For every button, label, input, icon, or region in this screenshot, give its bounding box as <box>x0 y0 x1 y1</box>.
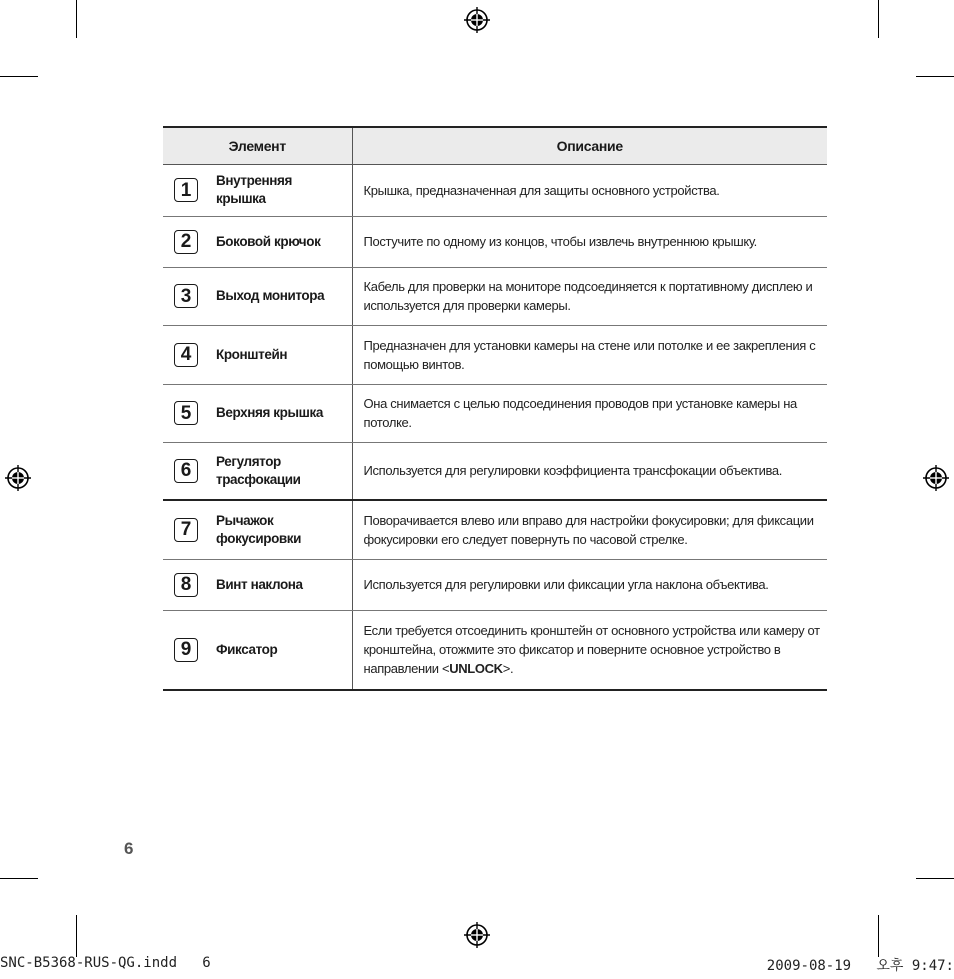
element-name: Фиксатор <box>216 641 278 657</box>
element-name: Регулятор трасфокации <box>216 453 301 487</box>
element-name: Выход монитора <box>216 288 325 303</box>
item-number-badge: 8 <box>174 573 198 597</box>
element-description: Постучите по одному из концов, чтобы извлечь внутреннюю крышку. <box>363 234 757 249</box>
element-description: Предназначен для установки камеры на стене или потолке и ее закрепления с помощью винтов. <box>363 337 816 372</box>
crop-mark <box>916 878 954 879</box>
footer-datetime-label: 2009-08-19 오후 9:47: <box>766 958 954 974</box>
table-row <box>163 325 827 384</box>
header-description: Описание <box>352 127 827 164</box>
item-number-badge: 5 <box>174 401 198 425</box>
crop-mark <box>76 0 77 38</box>
element-description: Кабель для проверки на мониторе подсоединяется к портативному дисплею и используется для проверки камеры. <box>363 279 813 313</box>
element-name: Кронштейн <box>216 346 288 362</box>
element-name: Боковой крючок <box>216 233 321 249</box>
page-number: 6 <box>124 839 134 858</box>
unlock-label: UNLOCK <box>449 661 503 677</box>
element-description: Она снимается с целью подсоединения проводов при установке камеры на потолке. <box>363 396 797 430</box>
element-name: Рычажок фокусировки <box>216 512 302 546</box>
crop-mark <box>0 878 38 879</box>
item-number-badge: 4 <box>174 343 198 367</box>
item-number-badge: 7 <box>174 518 198 542</box>
crop-mark <box>878 915 879 957</box>
item-number-badge: 2 <box>174 230 198 254</box>
description-text: >. <box>502 661 514 677</box>
table-row <box>163 267 827 325</box>
table-row <box>163 442 827 500</box>
element-description: Поворачивается влево или вправо для настройки фокусировки; для фиксации фокусировки его следует повернуть по часовой стрелке. <box>363 512 814 547</box>
table-row <box>163 164 827 216</box>
registration-mark-icon <box>463 6 491 34</box>
element-description: Используется для регулировки или фиксации угла наклона объектива. <box>363 577 769 592</box>
table-row <box>163 559 827 610</box>
description-text: Если требуется отсоединить кронштейн от основного устройства или камеру от кронштейна, отожмите это фиксатор и поверните основное устройство в направлении < <box>363 623 820 677</box>
element-name: Верхняя крышка <box>216 405 323 420</box>
header-element: Элемент <box>163 127 352 164</box>
parts-table <box>163 126 827 691</box>
crop-mark <box>76 915 77 957</box>
element-name: Внутренняя крышка <box>216 173 293 206</box>
element-description: Используется для регулировки коэффициента трансфокации объектива. <box>363 463 783 479</box>
table-header-row <box>163 127 827 164</box>
registration-mark-icon <box>4 464 32 492</box>
item-number-badge: 1 <box>174 178 198 202</box>
table-row <box>163 216 827 267</box>
crop-mark <box>916 76 954 77</box>
table-row <box>163 500 827 559</box>
table-row <box>163 610 827 690</box>
item-number-badge: 3 <box>174 284 198 308</box>
crop-mark <box>0 76 38 77</box>
table-row <box>163 384 827 442</box>
registration-mark-icon <box>922 464 950 492</box>
registration-mark-icon <box>463 921 491 949</box>
footer-file-label: SNC-B5368-RUS-QG.indd 6 <box>0 955 211 971</box>
item-number-badge: 6 <box>174 459 198 483</box>
element-description: Крышка, предназначенная для защиты основного устройства. <box>363 182 720 198</box>
element-description <box>353 621 828 678</box>
item-number-badge: 9 <box>174 638 198 662</box>
element-name: Винт наклона <box>216 576 303 592</box>
crop-mark <box>878 0 879 38</box>
